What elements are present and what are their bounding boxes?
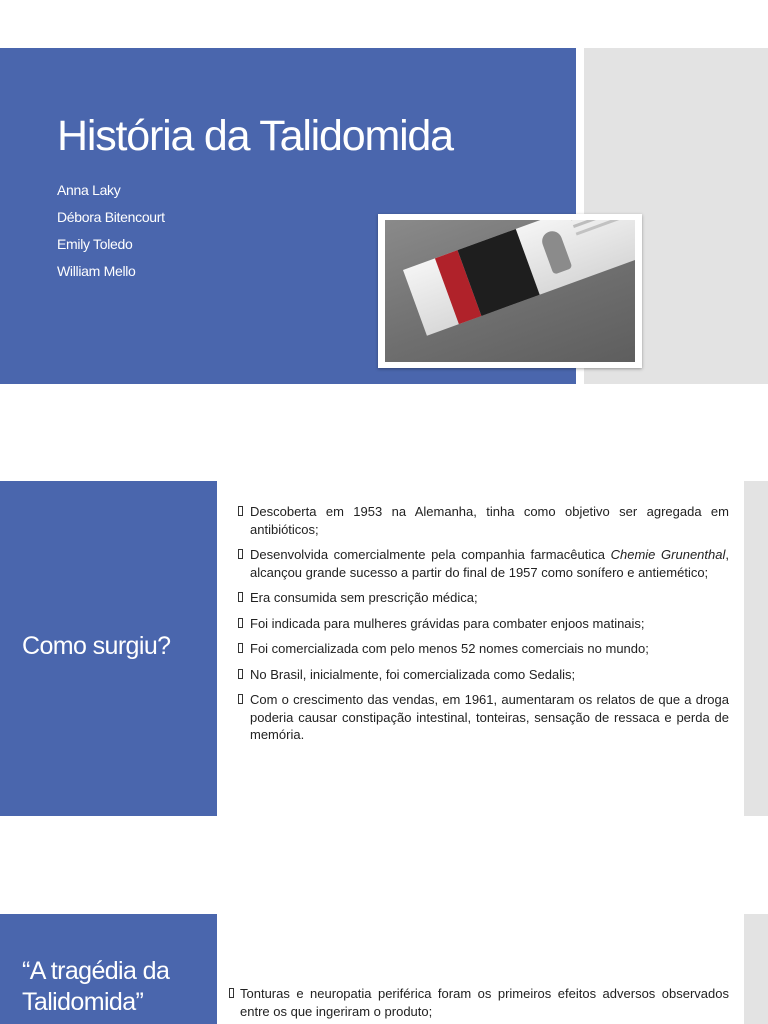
bullet-text: Com o crescimento das vendas, em 1961, aumentaram os relatos de que a droga poderia causar constipação intestinal, tonteiras, sensação de ressaca e perda de memória.: [250, 692, 729, 742]
bullet-item: [227, 985, 729, 1020]
company-name: Chemie Grunenthal: [610, 547, 726, 562]
medicine-box-photo-frame: [378, 214, 642, 368]
bullet-list: [236, 503, 729, 752]
bullet-icon: [238, 643, 243, 653]
bullet-text: , alcançou grande sucesso a partir do final de 1957 como sonífero e antiemético;: [250, 547, 729, 580]
bullet-list: [227, 985, 729, 1020]
bullet-item: [236, 589, 729, 607]
bullet-item: [236, 640, 729, 658]
author-name: Anna Laky: [57, 182, 121, 198]
bullet-icon: [238, 694, 243, 704]
bullet-icon: [238, 669, 243, 679]
bullet-text: Era consumida sem prescrição médica;: [250, 590, 478, 605]
bullet-text: Foi indicada para mulheres grávidas para combater enjoos matinais;: [250, 615, 645, 631]
author-name: Emily Toledo: [57, 236, 133, 252]
bullet-icon: [229, 988, 234, 998]
medicine-box-photo: [385, 220, 635, 362]
bullet-item: [236, 615, 729, 633]
presentation-title: História da Talidomida: [57, 112, 453, 160]
bullet-text: Desenvolvida comercialmente pela companhia farmacêutica: [250, 547, 611, 562]
section-heading: Como surgiu?: [22, 632, 171, 660]
author-name: Débora Bitencourt: [57, 209, 165, 225]
section-side-panel: [744, 481, 768, 816]
bullet-item: [236, 503, 729, 538]
bullet-text: Foi comercializada com pelo menos 52 nomes comerciais no mundo;: [250, 641, 649, 656]
bullet-icon: [238, 506, 243, 516]
bullet-text: Descoberta em 1953 na Alemanha, tinha como objetivo ser agregada em antibióticos;: [250, 504, 729, 537]
author-list: [57, 182, 165, 290]
bullet-icon: [238, 592, 243, 602]
medicine-box-shape: [403, 220, 635, 336]
section-side-panel: [744, 914, 768, 1024]
bullet-icon: [238, 618, 243, 628]
author-name: William Mello: [57, 263, 136, 279]
bullet-item: [236, 666, 729, 684]
bullet-text: No Brasil, inicialmente, foi comercializada como Sedalis;: [250, 666, 576, 682]
bullet-icon: [238, 549, 243, 559]
section-heading: “A tragédia da Talidomida”: [22, 957, 170, 1016]
box-figure-illustration: [539, 228, 572, 274]
bullet-item: [236, 691, 729, 744]
bullet-text: Tonturas e neuropatia periférica foram os primeiros efeitos adversos observados entre os que ingeriram o produto;: [240, 986, 729, 1019]
bullet-item: [236, 546, 729, 581]
